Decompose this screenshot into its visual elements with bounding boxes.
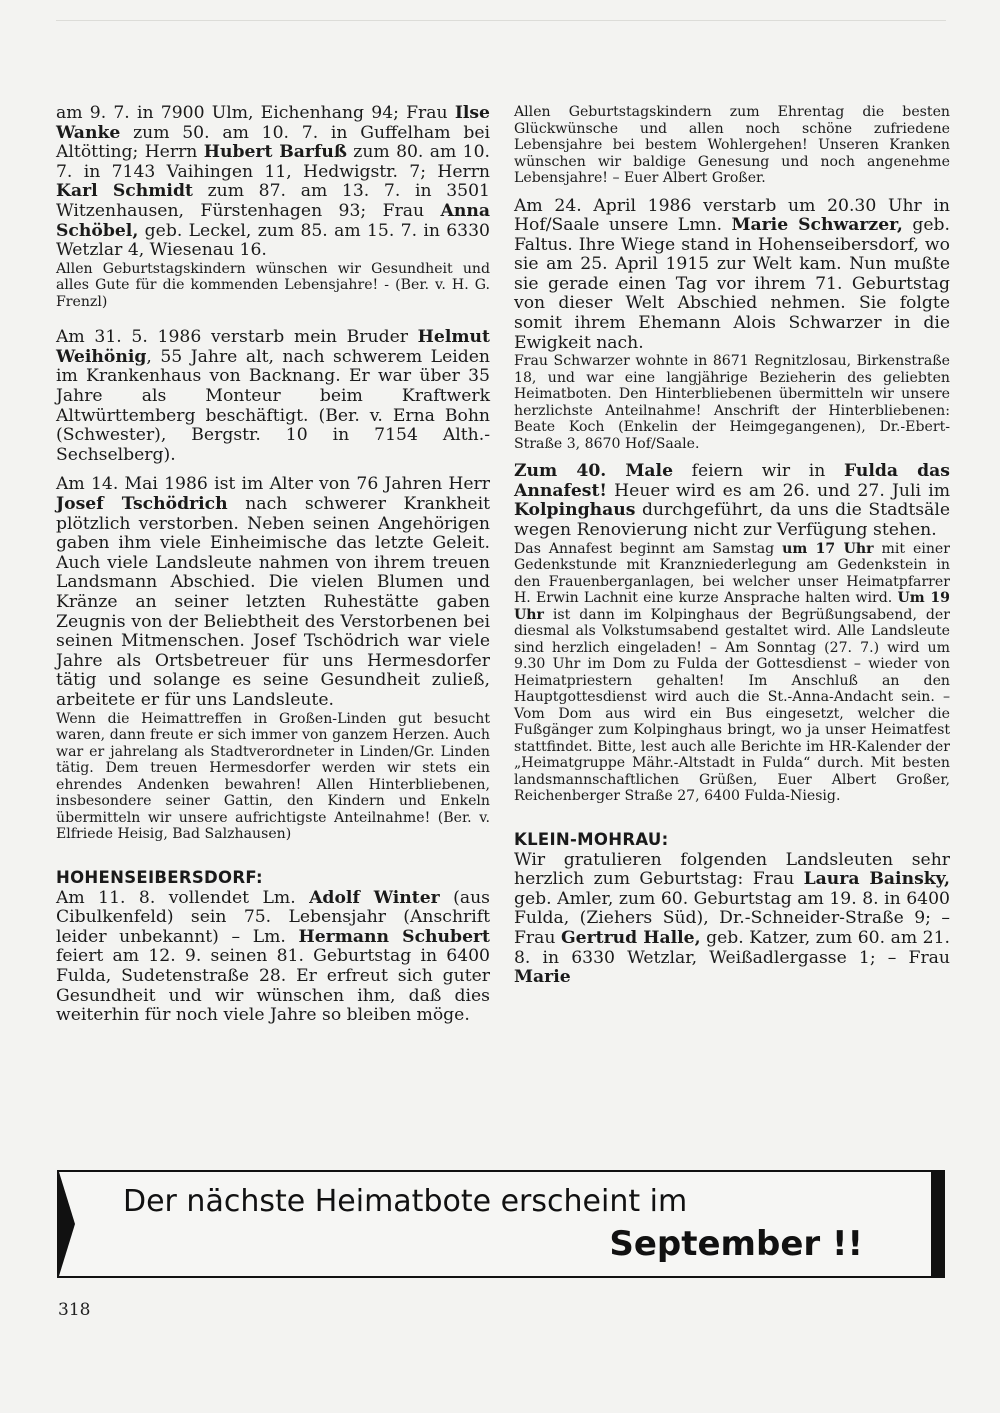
text-run: zum 80. am 10. 7. in 7143 Vaihingen 11, Hedwigstr. 7; Herrn xyxy=(56,142,490,182)
banner-arrow-icon xyxy=(59,1172,75,1276)
birthday-list-text xyxy=(56,104,490,261)
banner-line1: Der nächste Heimatbote erscheint im xyxy=(123,1184,688,1219)
annafest-announcement xyxy=(514,462,950,540)
annafest-venue: Kolpinghaus xyxy=(514,500,636,521)
name-josef-tschoedrich: Josef Tschödrich xyxy=(56,494,228,514)
text-run: geb. Amler, zum 60. Geburtstag am 19. 8. in 6400 Fulda, (Ziehers Süd), Dr.-Schneider-Straße 9; – Frau xyxy=(514,888,950,948)
page-number: 318 xyxy=(58,1300,91,1320)
text-run: Am 24. April 1986 verstarb um 20.30 Uhr in Hof/Saale unsere Lmn. xyxy=(514,195,950,236)
name-hermann-schubert: Hermann Schubert xyxy=(298,926,490,947)
page-edge-line xyxy=(56,20,946,21)
text-run: Wir gratulieren folgenden Landsleuten sehr herzlich zum Geburtstag: Frau xyxy=(514,849,950,890)
obituary-josef-tschoedrich-detail: Wenn die Heimattreffen in Großen-Linden gut besucht waren, dann freute er sich immer von ganzem Herzen. Auch war er jahrelang als Stadtverordneter in Linden/Gr. Linden tätig. Dem treuen Hermesdorfer werden wir stets ein ehrendes Andenken bewahren! Allen Hinterbliebenen, insbesondere seiner Gattin, den Kindern und Enkeln übermitteln wir unsere aufrichtigste Anteilnahme! (Ber. v. Elfriede Heisig, Bad Salzhausen) xyxy=(56,710,490,843)
text-run: Am 31. 5. 1986 verstarb mein Bruder xyxy=(56,327,418,348)
name-marie: Marie xyxy=(514,967,571,988)
name-laura-bainsky: Laura Bainsky, xyxy=(803,869,950,890)
text-run: geb. Leckel, zum 85. am 15. 7. in 6330 Wetzlar 4, Wiesenau 16. xyxy=(56,220,490,261)
name-karl-schmidt: Karl Schmidt xyxy=(56,181,193,202)
text-run: , 55 Jahre alt, nach schwerem Leiden im Krankenhaus von Backnang. Er war über 35 Jahre als Monteur beim Kraftwerk Altwürttemberg beschäftigt. (Ber. v. Erna Bohn (Schwester), Bergstr. 10 in 7154 Alth.-Sechselberg). xyxy=(56,346,490,465)
annafest-title: Fulda das Annafest! xyxy=(514,461,950,501)
obituary-marie-schwarzer-detail: Frau Schwarzer wohnte in 8671 Regnitzlosau, Birkenstraße 18, und war eine langjährige Bezieherin des geliebten Heimatboten. Den Hinterbliebenen übermitteln wir unsere herzlichste Anteilnahme! Anschrift der Hinterbliebenen: Beate Koch (Enkelin der Heimgegangenen), Dr.-Ebert-Straße 3, 8670 Hof/Saale. xyxy=(514,353,950,452)
text-run: nach schwerer Krankheit plötzlich verstorben. Neben seinen Angehörigen gaben ihm viele Einheimische das letzte Geleit. Auch viele Landsleute nahmen von ihrem treuen Landsmann Abschied. Die vielen Blumen und Kränze an seiner letzten Ruhestätte gaben Zeugnis von der Beliebtheit des Verstorbenen bei seinen Mitmenschen. Josef Tschödrich war viele Jahre als Ortsbetreuer für uns Hermesdorfer tätig und solange es seine Gesundheit zuließ, arbeitete er für uns Landsleute. xyxy=(56,494,490,710)
text-run: durchgeführt, da uns die Stadtsäle wegen Renovierung nicht zur Verfügung stehen. xyxy=(514,500,950,541)
text-run: Am 14. Mai 1986 ist im Alter von 76 Jahren Herr xyxy=(56,474,490,495)
banner-month: September !! xyxy=(609,1224,863,1264)
name-hubert-barfuss: Hubert Barfuß xyxy=(203,142,347,163)
text-run: Heuer wird es am 26. und 27. Juli im xyxy=(606,480,950,501)
text-run: geb. Katzer, zum 60. am 21. 8. in 6330 Wetzlar, Weißadlergasse 1; – Frau xyxy=(514,928,950,968)
annafest-program xyxy=(514,541,950,805)
next-issue-banner xyxy=(57,1170,945,1278)
birthday-wishes-albert: Allen Geburtstagskindern zum Ehrentag die besten Glückwünsche und allen noch schöne zufriedene Lebensjahre bei bestem Wohlergehen! Unseren Kranken wünschen wir baldige Genesung und noch angenehme Lebensjahre! – Euer Albert Großer. xyxy=(514,104,950,186)
banner-right-bar xyxy=(931,1172,943,1276)
name-ilse-wanke: Ilse Wanke xyxy=(56,103,490,143)
text-run: ist dann im Kolpinghaus der Begrüßungsabend, der diesmal als Volkstumsabend gestaltet wird. Alle Landsleute sind herzlich eingeladen! – Am Sonntag (27. 7.) wird um 9.30 Uhr im Dom zu Fulda der Gottesdienst – wieder von Heimatpriestern gehalten! Im Anschluß an den Hauptgottesdienst wird auch die St.-Anna-Andacht sein. – Vom Dom aus wird ein Bus eingesetzt, welcher die Fußgänger zum Kolpinghaus bringt, wo ja unser Heimatfest stattfindet. Bitte, lest auch alle Berichte im HR-Kalender der „Heimatgruppe Mähr.-Altstadt in Fulda“ durch. Mit besten landsmannschaftlichen Grüßen, Euer Albert Großer, Reichenberger Straße 27, 6400 Fulda-Niesig. xyxy=(514,606,950,805)
text-run: zum 50. am 10. 7. in Guffelham bei Altötting; Herrn xyxy=(56,122,490,163)
right-column xyxy=(514,104,950,988)
left-column xyxy=(56,104,490,1026)
name-adolf-winter: Adolf Winter xyxy=(309,887,440,908)
text-run: feiern wir in xyxy=(673,461,844,482)
name-anna-schoebel: Anna Schöbel, xyxy=(56,200,490,241)
hohenseibersdorf-birthdays xyxy=(56,889,490,1026)
time-17-uhr: um 17 Uhr xyxy=(782,540,874,557)
section-heading-klein-mohrau: KLEIN-MOHRAU: xyxy=(514,829,669,849)
name-marie-schwarzer: Marie Schwarzer, xyxy=(731,215,903,236)
obituary-helmut-weihoenig xyxy=(56,328,490,465)
birthday-wishes-text: Allen Geburtstagskindern wünschen wir Gesundheit und alles Gute für die kommenden Lebensjahre! - (Ber. v. H. G. Frenzl) xyxy=(56,260,490,310)
text-run: (aus Cibulkenfeld) sein 75. Lebensjahr (Anschrift leider unbekannt) – Lm. xyxy=(56,887,490,947)
text-run: feiert am 12. 9. seinen 81. Geburtstag in 6400 Fulda, Sudetenstraße 28. Er erfreut sich guter Gesundheit und wir wünschen ihm, daß dies weiterhin für noch viele Jahre so bleiben möge. xyxy=(56,946,490,1026)
text-run: am 9. 7. in 7900 Ulm, Eichenhang 94; Frau xyxy=(56,103,455,123)
obituary-josef-tschoedrich xyxy=(56,475,490,710)
text-run: Am 11. 8. vollendet Lm. xyxy=(56,887,310,908)
name-helmut-weihoenig: Helmut Weihönig xyxy=(56,327,490,367)
annafest-count: Zum 40. Male xyxy=(514,461,674,482)
section-heading-hohenseibersdorf: HOHENSEIBERSDORF: xyxy=(56,867,263,887)
text-run: zum 87. am 13. 7. in 3501 Witzenhausen, Fürstenhagen 93; Frau xyxy=(56,181,490,221)
text-run: geb. Faltus. Ihre Wiege stand in Hohenseibersdorf, wo sie am 25. April 1915 zur Welt kam. Nun mußte sie gerade einen Tag vor ihrem 71. Geburtstag von dieser Welt Abschied nehmen. Sie folgte somit ihrem Ehemann Alois Schwarzer in die Ewigkeit nach. xyxy=(514,215,950,353)
text-run: mit einer Gedenkstunde mit Kranzniederlegung am Gedenkstein in den Frauenberganlagen, bei welcher unser Heimatpfarrer H. Erwin Lachnit eine kurze Ansprache halten wird. xyxy=(514,540,950,607)
klein-mohrau-birthdays xyxy=(514,851,950,988)
time-19-uhr: Um 19 Uhr xyxy=(514,590,950,623)
name-gertrud-halle: Gertrud Halle, xyxy=(560,928,701,948)
text-run: Das Annafest beginnt am Samstag xyxy=(514,540,783,557)
obituary-marie-schwarzer xyxy=(514,197,950,354)
